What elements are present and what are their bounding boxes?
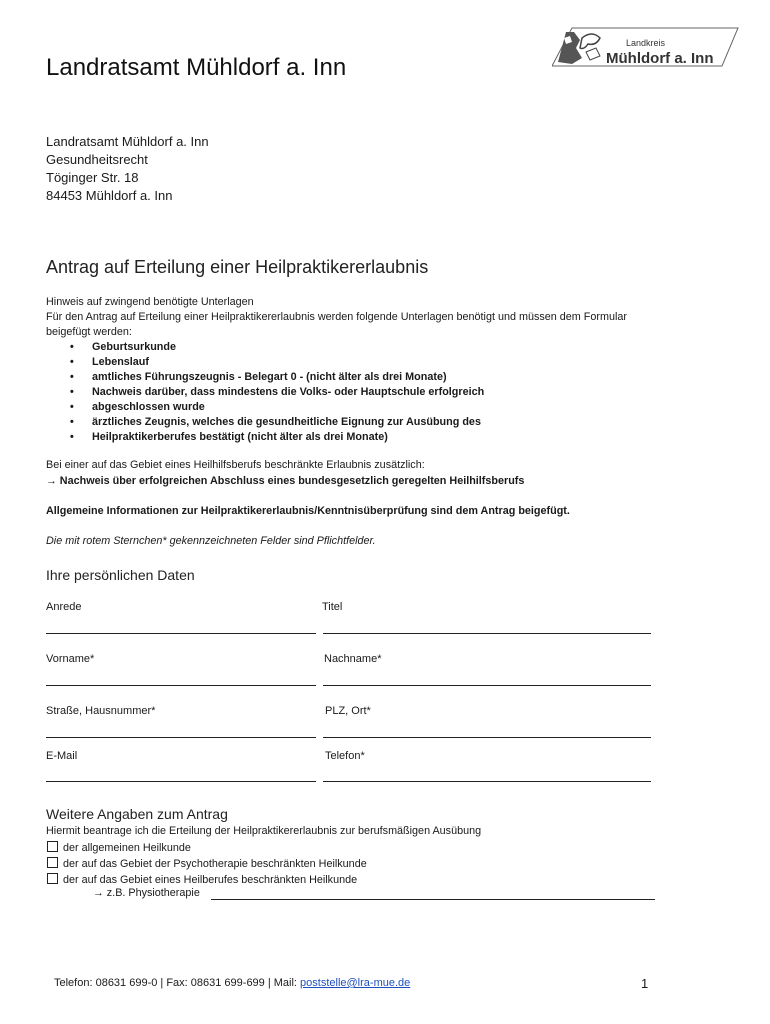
vorname-field[interactable] bbox=[46, 685, 316, 686]
checkbox-psychotherapy[interactable] bbox=[47, 857, 58, 868]
anrede-label: Anrede bbox=[46, 601, 82, 613]
list-item: • amtliches Führungszeugnis - Belegart 0 - (nicht älter als drei Monate) bbox=[92, 370, 726, 385]
anrede-field[interactable] bbox=[46, 633, 316, 634]
option-label: der auf das Gebiet eines Heilberufes beschränkten Heilkunde bbox=[63, 874, 358, 886]
email-field[interactable] bbox=[46, 781, 316, 782]
list-item: • ärztliches Zeugnis, welches die gesundheitliche Eignung zur Ausübung des bbox=[92, 415, 726, 430]
district-logo bbox=[552, 24, 742, 72]
option-label: der auf das Gebiet der Psychotherapie beschränkten Heilkunde bbox=[63, 858, 367, 870]
restricted-permit-requirement: → Nachweis über erfolgreichen Abschluss eines bundesgesetzlich geregelten Heilhilfsberufs bbox=[46, 475, 525, 487]
general-info-note: Allgemeine Informationen zur Heilpraktikererlaubnis/Kenntnisüberprüfung sind dem Antrag beigefügt. bbox=[46, 505, 570, 517]
email-label: E-Mail bbox=[46, 750, 78, 762]
titel-field[interactable] bbox=[323, 633, 651, 634]
hint-heading: Hinweis auf zwingend benötigte Unterlagen bbox=[46, 296, 254, 308]
plz-field[interactable] bbox=[323, 737, 651, 738]
telefon-label: Telefon* bbox=[325, 750, 365, 762]
email-link[interactable]: poststelle@lra-mue.de bbox=[300, 977, 411, 989]
nachname-label: Nachname* bbox=[324, 653, 382, 665]
option-psychotherapy[interactable] bbox=[47, 857, 367, 870]
application-intro: Hiermit beantrage ich die Erteilung der Heilpraktikererlaubnis zur berufsmäßigen Ausübung bbox=[46, 825, 482, 837]
list-item: • abgeschlossen wurde bbox=[92, 400, 726, 415]
titel-label: Titel bbox=[322, 601, 343, 613]
address-line: Töginger Str. 18 bbox=[46, 170, 139, 185]
hint-text: Für den Antrag auf Erteilung einer Heilpraktikererlaubnis werden folgende Unterlagen benötigt und müssen dem Formular bbox=[46, 311, 627, 323]
hint-text: beigefügt werden: bbox=[46, 326, 132, 338]
option-restricted[interactable] bbox=[47, 873, 357, 886]
plz-label: PLZ, Ort* bbox=[325, 705, 371, 717]
example-label: → z.B. Physiotherapie bbox=[93, 887, 200, 899]
footer-contact bbox=[54, 977, 410, 989]
further-info-heading: Weitere Angaben zum Antrag bbox=[46, 806, 228, 822]
required-documents-notes bbox=[46, 295, 726, 445]
recipient-address bbox=[46, 133, 209, 205]
address-line: Gesundheitsrecht bbox=[46, 152, 148, 167]
form-title: Antrag auf Erteilung einer Heilpraktikererlaubnis bbox=[46, 257, 429, 277]
nachname-field[interactable] bbox=[323, 685, 651, 686]
strasse-label: Straße, Hausnummer* bbox=[46, 705, 156, 717]
option-general[interactable] bbox=[47, 841, 191, 854]
restricted-permit-text: Bei einer auf das Gebiet eines Heilhilfsberufs beschränkte Erlaubnis zusätzlich: bbox=[46, 459, 425, 471]
required-fields-note: Die mit rotem Sternchen* gekennzeichneten Felder sind Pflichtfelder. bbox=[46, 535, 376, 547]
telefon-field[interactable] bbox=[323, 781, 651, 782]
footer-text: Telefon: 08631 699-0 | Fax: 08631 699-699 | Mail: bbox=[54, 977, 301, 989]
checkbox-restricted[interactable] bbox=[47, 873, 58, 884]
logo-landkreis-text: Landkreis bbox=[626, 38, 666, 48]
option-label: der allgemeinen Heilkunde bbox=[63, 842, 191, 854]
address-line: 84453 Mühldorf a. Inn bbox=[46, 188, 173, 203]
list-item: • Geburtsurkunde bbox=[92, 340, 726, 355]
vorname-label: Vorname* bbox=[46, 653, 95, 665]
address-line: Landratsamt Mühldorf a. Inn bbox=[46, 134, 209, 149]
documents-list bbox=[46, 340, 726, 445]
list-item: • Lebenslauf bbox=[92, 355, 726, 370]
list-item: • Heilpraktikerberufes bestätigt (nicht älter als drei Monate) bbox=[92, 430, 726, 445]
personal-data-heading: Ihre persönlichen Daten bbox=[46, 567, 195, 583]
strasse-field[interactable] bbox=[46, 737, 316, 738]
example-field[interactable] bbox=[211, 899, 655, 900]
page-title: Landratsamt Mühldorf a. Inn bbox=[46, 54, 347, 81]
logo-name-text: Mühldorf a. Inn bbox=[606, 50, 714, 67]
list-item: • Nachweis darüber, dass mindestens die Volks- oder Hauptschule erfolgreich bbox=[92, 385, 726, 400]
checkbox-general[interactable] bbox=[47, 841, 58, 852]
page-number: 1 bbox=[641, 976, 649, 991]
